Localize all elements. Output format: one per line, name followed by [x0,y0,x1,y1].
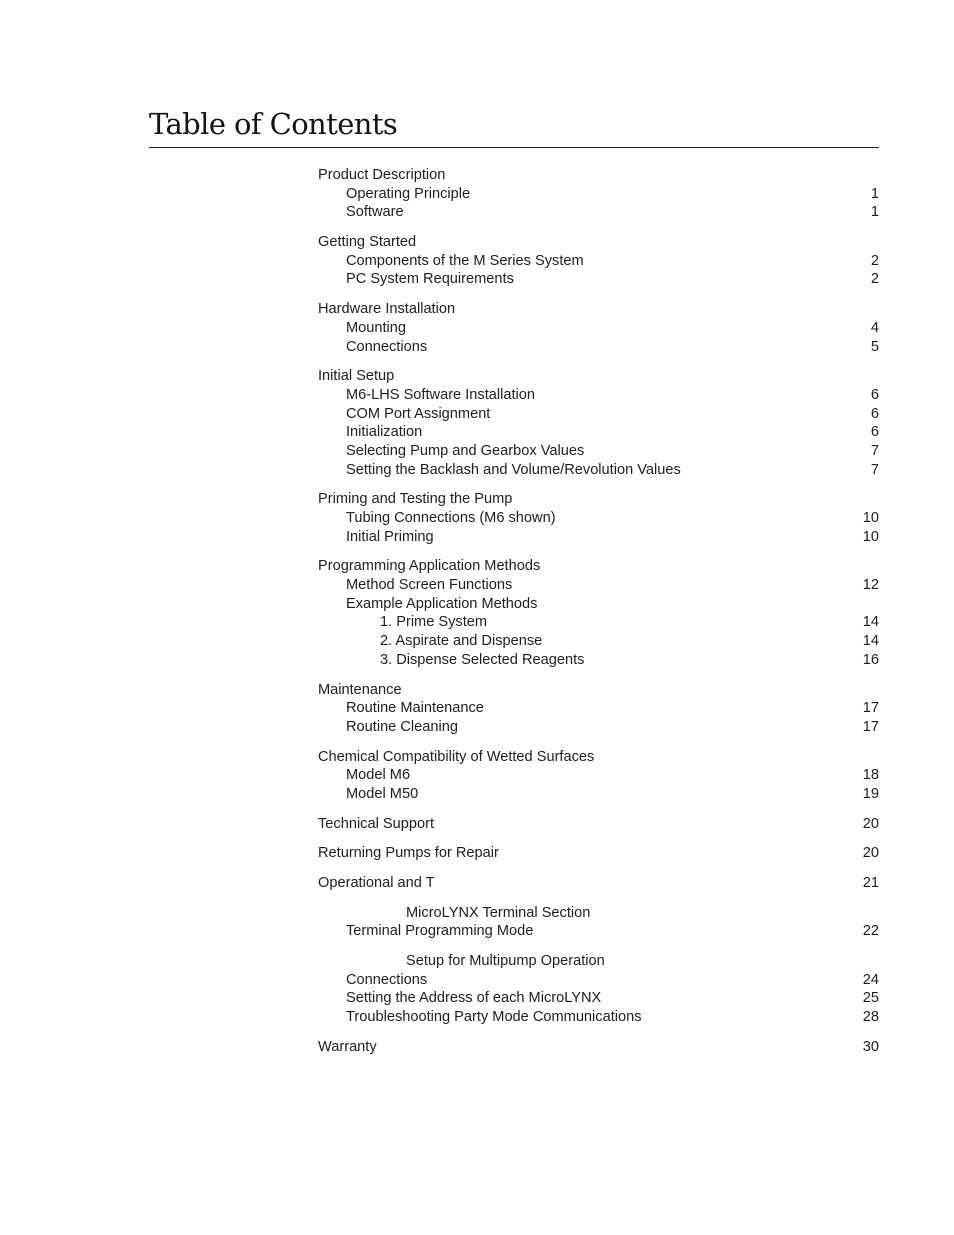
toc-entry[interactable] [318,509,879,528]
toc-section [318,300,879,356]
toc-entry[interactable] [318,203,879,222]
toc-page-number: 10 [862,528,879,545]
toc-entry-label: Routine Cleaning [346,718,458,735]
toc-page-number: 14 [862,633,879,650]
toc-page-number: 1 [870,204,879,221]
toc-entry-label: Method Screen Functions [346,577,513,594]
toc-page-number: 14 [862,614,879,631]
toc-entry-label: Troubleshooting Party Mode Communications [346,1009,642,1026]
toc-entry[interactable] [318,166,879,185]
toc-section [318,815,879,834]
toc-entry-label: Operating Principle [346,185,471,202]
toc-page-number: 18 [862,767,879,784]
toc-section [318,490,879,546]
toc-entry-label: Tubing Connections (M6 shown) [346,510,556,526]
toc-section [318,233,879,289]
toc-entry-label: Initialization [346,424,423,441]
toc-entry[interactable] [318,185,879,204]
toc-entry[interactable] [318,1038,879,1057]
toc-entry[interactable] [318,576,879,595]
toc-entry[interactable] [318,989,879,1008]
toc-entry[interactable] [318,904,879,923]
toc-entry-label: 1. Prime System [380,614,488,631]
toc-section [318,874,879,893]
toc-page-number: 20 [862,845,879,862]
toc-entry[interactable] [318,632,879,651]
toc-page-number: 4 [870,319,879,336]
toc-entry-label: Connections [346,971,428,988]
toc-page-number: 28 [862,1009,879,1026]
toc-entry-label: Selecting Pump and Gearbox Values [346,442,585,459]
toc-entry-label: Connections [346,338,428,355]
toc-section [318,844,879,863]
toc-page-number: 7 [870,461,879,478]
toc-entry-label: Maintenance [318,681,402,698]
toc-entry-label: Operational and T [318,875,435,891]
toc-entry-label: Programming Application Methods [318,558,541,575]
toc-entry[interactable] [318,595,879,614]
toc-section [318,557,879,669]
toc-entry-label: Initial Setup [318,368,395,385]
toc-entry-label: Model M6 [346,767,411,784]
toc-entry[interactable] [318,528,879,547]
toc-entry-label: Terminal Programming Mode [346,923,534,940]
toc-entry-label: Chemical Compatibility of Wetted Surfaces [318,748,595,765]
toc-entry[interactable] [318,270,879,289]
toc-page-number: 12 [862,577,879,594]
toc-entry-label: Example Application Methods [346,595,538,612]
toc-page-number: 2 [870,271,879,288]
toc-entry-label: Routine Maintenance [346,700,484,717]
toc-entry[interactable] [318,386,879,405]
toc-page-number: 16 [862,651,879,668]
toc-page-number: 30 [862,1038,879,1055]
toc-entry[interactable] [318,785,879,804]
toc-page-number: 17 [862,700,879,717]
toc-entry-label: PC System Requirements [346,271,514,288]
toc-entry[interactable] [318,971,879,990]
toc-entry[interactable] [318,844,879,863]
toc-entry-label: Setting the Backlash and Volume/Revolution Values [346,461,681,478]
toc-page-number: 19 [862,785,879,802]
toc-section [318,904,879,941]
toc-entry-label: Warranty [318,1038,377,1055]
toc-entry[interactable] [318,300,879,319]
toc-page-number: 25 [862,990,879,1007]
toc-entry[interactable] [318,233,879,252]
toc-section [318,1038,879,1057]
toc-entry[interactable] [318,423,879,442]
toc-entry[interactable] [318,766,879,785]
toc-section [318,681,879,737]
toc-entry[interactable] [318,681,879,700]
toc-entry-label: Hardware Installation [318,301,456,318]
toc-entry[interactable] [318,651,879,670]
toc-entry[interactable] [318,815,879,834]
toc-entry[interactable] [318,442,879,461]
toc-entry[interactable] [318,718,879,737]
toc-entry-label: Initial Priming [346,528,434,545]
toc-page-number: 6 [870,386,879,403]
toc-entry[interactable] [318,252,879,271]
toc-page-number: 24 [862,971,879,988]
toc-entry[interactable] [318,461,879,480]
toc-entry-label: Model M50 [346,785,419,802]
toc-page-number: 21 [862,875,879,891]
toc-entry[interactable] [318,319,879,338]
toc-entry-label: M6-LHS Software Installation [346,386,535,403]
toc-entry-label: Setup for Multipump Operation [406,953,605,970]
toc-section [318,367,879,479]
toc-entry-label: Getting Started [318,234,417,251]
toc-entry-label: Setting the Address of each MicroLYNX [346,990,602,1007]
toc-entry-label: Returning Pumps for Repair [318,845,499,862]
toc-entry[interactable] [318,367,879,386]
toc-entry[interactable] [318,748,879,767]
toc-entry[interactable] [318,557,879,576]
toc-entry[interactable] [318,490,879,509]
toc-entry-label: 2. Aspirate and Dispense [380,633,543,650]
toc-entry-label: MicroLYNX Terminal Section [406,904,591,921]
toc-page-number: 5 [870,338,879,355]
toc-entry-label: Components of the M Series System [346,252,584,269]
toc-page-number: 20 [862,815,879,832]
toc-page-number: 6 [870,405,879,422]
toc-section [318,166,879,222]
toc-section [318,748,879,804]
toc-page-number: 6 [870,424,879,441]
toc-entry-label: Product Description [318,167,446,183]
toc-page-number: 17 [862,718,879,735]
toc-page-number: 7 [870,442,879,459]
toc-entry-label: COM Port Assignment [346,405,491,422]
toc-page-number: 2 [870,252,879,269]
toc-page-number: 22 [862,923,879,940]
toc-entry[interactable] [318,405,879,424]
toc-page-number: 1 [870,185,879,202]
toc-entry[interactable] [318,922,879,941]
toc-entry[interactable] [318,1008,879,1027]
toc-entry[interactable] [318,338,879,357]
toc-entry-label: Priming and Testing the Pump [318,491,513,508]
table-of-contents [318,166,879,1068]
page-title: Table of Contents [149,107,398,141]
toc-entry[interactable] [318,952,879,971]
toc-entry-label: 3. Dispense Selected Reagents [380,651,585,668]
toc-page-number: 10 [862,510,879,526]
title-rule [149,147,879,148]
toc-section [318,952,879,1027]
toc-entry[interactable] [318,874,879,893]
toc-entry-label: Software [346,204,404,221]
toc-entry[interactable] [318,613,879,632]
toc-entry-label: Technical Support [318,815,435,832]
toc-entry[interactable] [318,699,879,718]
toc-entry-label: Mounting [346,319,407,336]
